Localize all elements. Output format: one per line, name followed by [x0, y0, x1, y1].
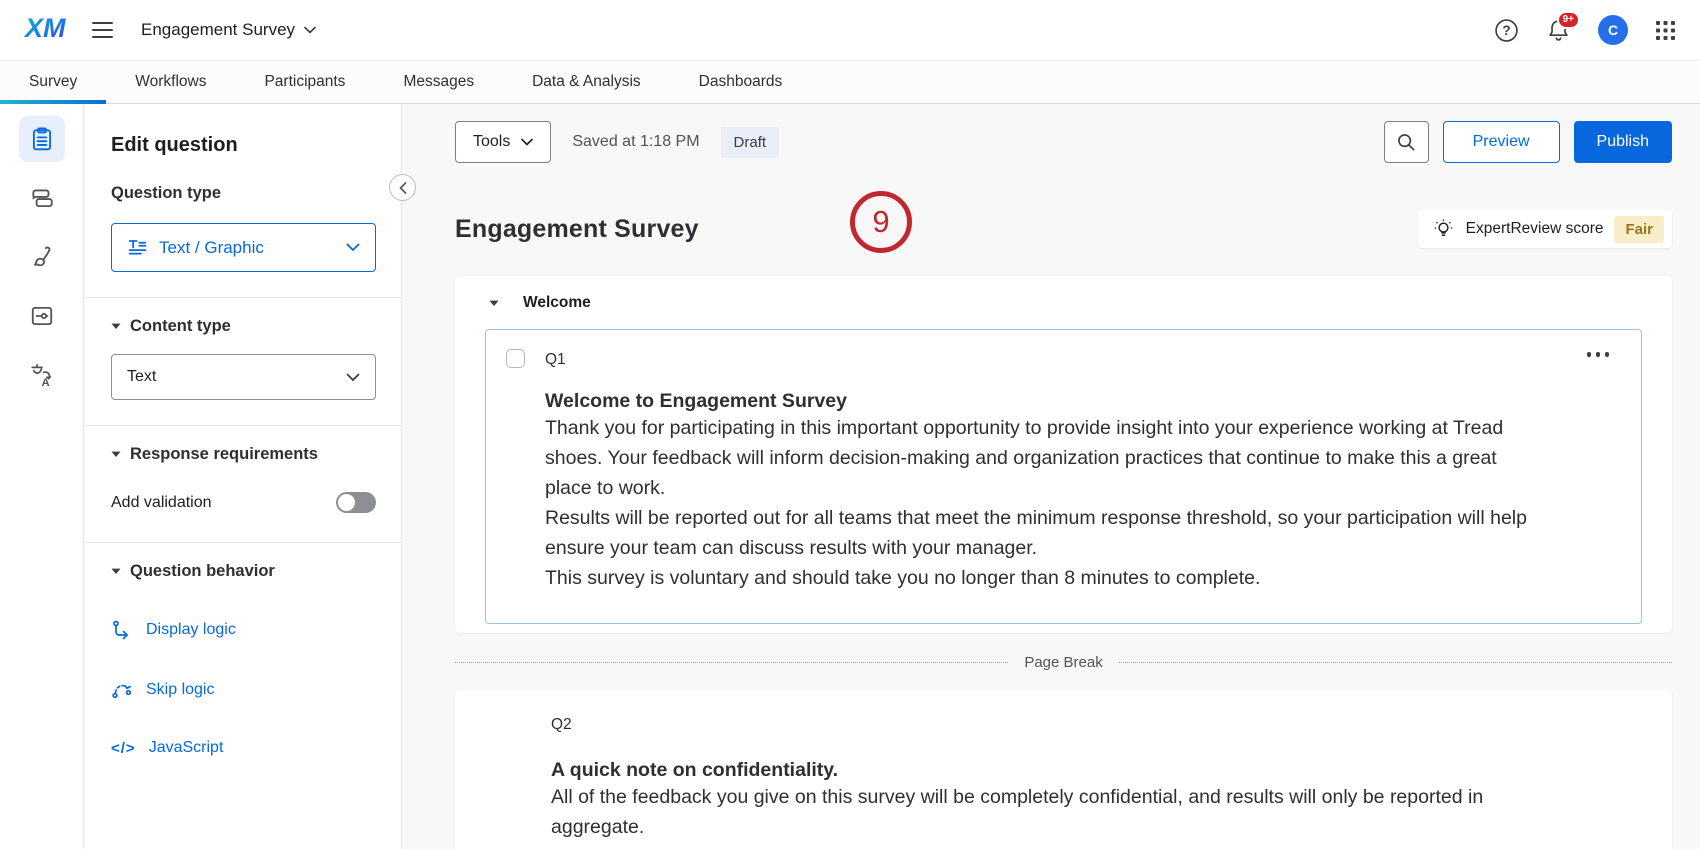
tab-data-analysis[interactable]: Data & Analysis	[532, 73, 641, 90]
display-logic-icon	[111, 619, 133, 641]
topbar-actions	[1494, 15, 1676, 45]
question-behavior-label: Question behavior	[130, 562, 275, 580]
javascript-label: JavaScript	[148, 739, 224, 756]
flow-blocks-icon	[29, 185, 55, 211]
add-validation-toggle[interactable]	[336, 492, 376, 513]
page-break-line	[455, 662, 1008, 663]
divider	[84, 425, 401, 426]
question-card-q2[interactable]	[455, 690, 1672, 849]
builder-icon-rail	[0, 104, 84, 849]
block-name[interactable]: Welcome	[523, 294, 591, 311]
tab-survey[interactable]: Survey	[0, 61, 106, 103]
question-id: Q2	[551, 716, 572, 733]
chevron-down-icon	[521, 138, 533, 146]
expert-review-badge[interactable]	[1418, 210, 1672, 248]
lightbulb-icon	[1432, 218, 1455, 241]
svg-text:XM: XM	[25, 12, 66, 43]
collapse-caret-icon	[111, 451, 121, 458]
help-icon[interactable]	[1494, 18, 1519, 43]
skip-logic-icon	[111, 679, 133, 701]
menu-icon[interactable]	[92, 22, 113, 38]
panel-title: Edit question	[111, 134, 238, 156]
survey-canvas	[402, 104, 1700, 849]
tools-button[interactable]	[455, 121, 551, 163]
chevron-left-icon	[399, 182, 407, 194]
publish-button[interactable]: Publish	[1574, 121, 1672, 163]
question-title: Welcome to Engagement Survey	[545, 390, 847, 412]
question-id: Q1	[545, 351, 566, 368]
chevron-down-icon	[304, 26, 316, 34]
top-bar	[0, 0, 1700, 60]
expert-review-score-chip: Fair	[1614, 216, 1664, 243]
sidebar-item-translations[interactable]	[19, 352, 65, 398]
chevron-down-icon	[346, 373, 360, 382]
javascript-link[interactable]	[111, 739, 376, 757]
tab-dashboards[interactable]: Dashboards	[698, 73, 783, 90]
chevron-down-icon	[346, 243, 360, 252]
sidebar-item-survey-options[interactable]	[19, 293, 65, 339]
content-type-select[interactable]	[111, 354, 376, 400]
expert-review-label: ExpertReview score	[1465, 220, 1604, 237]
notifications-button[interactable]	[1546, 13, 1574, 43]
translate-icon	[29, 362, 55, 388]
question-menu-button[interactable]	[1587, 352, 1610, 357]
search-icon	[1396, 132, 1416, 152]
response-requirements-label: Response requirements	[130, 445, 318, 463]
question-paragraph: All of the feedback you give on this survey will be completely confidential, and results will only be reported in aggregate.	[551, 786, 1484, 838]
question-type-label: Question type	[111, 184, 222, 202]
question-title: A quick note on confidentiality.	[551, 759, 839, 781]
sidebar-item-survey-flow[interactable]	[19, 175, 65, 221]
question-behavior-section-header[interactable]	[111, 562, 376, 581]
page-break-line	[1119, 662, 1672, 663]
project-tab-bar	[0, 60, 1700, 104]
project-name: Engagement Survey	[141, 20, 296, 39]
avatar[interactable]: C	[1598, 15, 1628, 45]
sidebar-item-survey-builder[interactable]	[19, 116, 65, 162]
canvas-toolbar	[455, 121, 1672, 163]
project-switcher[interactable]	[141, 20, 316, 40]
sidebar-item-look-and-feel[interactable]	[19, 234, 65, 280]
search-button[interactable]	[1384, 121, 1429, 163]
skip-logic-label: Skip logic	[146, 681, 215, 698]
collapse-panel-button[interactable]	[389, 174, 416, 201]
text-graphic-icon	[127, 237, 148, 258]
question-type-select[interactable]	[111, 223, 376, 272]
welcome-block-card	[455, 276, 1672, 633]
question-type-value: Text / Graphic	[159, 237, 264, 257]
code-icon: </>	[111, 739, 136, 757]
question-paragraph: Results will be reported out for all teams that meet the minimum response threshold, so your participation will help ensure your team can discuss results with your manager.	[545, 507, 1527, 559]
question-checkbox[interactable]	[506, 349, 525, 368]
content-area	[0, 104, 1700, 849]
survey-title: Engagement Survey	[455, 214, 699, 243]
saved-status: Saved at 1:18 PM	[572, 133, 700, 150]
skip-logic-link[interactable]	[111, 679, 376, 701]
page-break	[455, 654, 1672, 671]
response-requirements-section-header[interactable]	[111, 445, 376, 464]
add-validation-label: Add validation	[111, 493, 212, 511]
divider	[84, 297, 401, 298]
block-collapse-icon[interactable]	[489, 300, 499, 307]
content-type-label: Content type	[130, 317, 231, 335]
clipboard-icon	[29, 126, 55, 152]
page-break-label: Page Break	[1024, 654, 1103, 671]
apps-grid-icon[interactable]	[1655, 20, 1676, 41]
tab-workflows[interactable]: Workflows	[135, 73, 207, 90]
question-paragraph: This survey is voluntary and should take you no longer than 8 minutes to complete.	[545, 567, 1261, 589]
tab-messages[interactable]: Messages	[403, 73, 475, 90]
question-paragraph: Thank you for participating in this important opportunity to provide insight into your experience working at Tread shoes. Your feedback will inform decision-making and organization practices that continue to make this a great place to work.	[545, 417, 1504, 499]
display-logic-label: Display logic	[146, 621, 236, 638]
content-type-section-header[interactable]	[111, 317, 376, 336]
tools-label: Tools	[473, 133, 511, 150]
edit-question-panel	[84, 104, 402, 849]
content-type-value: Text	[127, 368, 157, 385]
notification-badge: 9+	[1557, 11, 1580, 29]
status-badge: Draft	[721, 127, 780, 158]
annotation-circle: 9	[850, 191, 912, 253]
question-card-q1[interactable]	[485, 329, 1642, 624]
divider	[84, 542, 401, 543]
settings-panel-icon	[29, 303, 55, 329]
tab-participants[interactable]: Participants	[264, 73, 346, 90]
xm-logo[interactable]	[24, 13, 70, 48]
collapse-caret-icon	[111, 323, 121, 330]
paintbrush-icon	[29, 244, 55, 270]
svg-text:?: ?	[1502, 22, 1511, 38]
collapse-caret-icon	[111, 568, 121, 575]
svg-text:A: A	[40, 376, 50, 388]
preview-button[interactable]: Preview	[1443, 121, 1560, 163]
display-logic-link[interactable]	[111, 619, 376, 641]
